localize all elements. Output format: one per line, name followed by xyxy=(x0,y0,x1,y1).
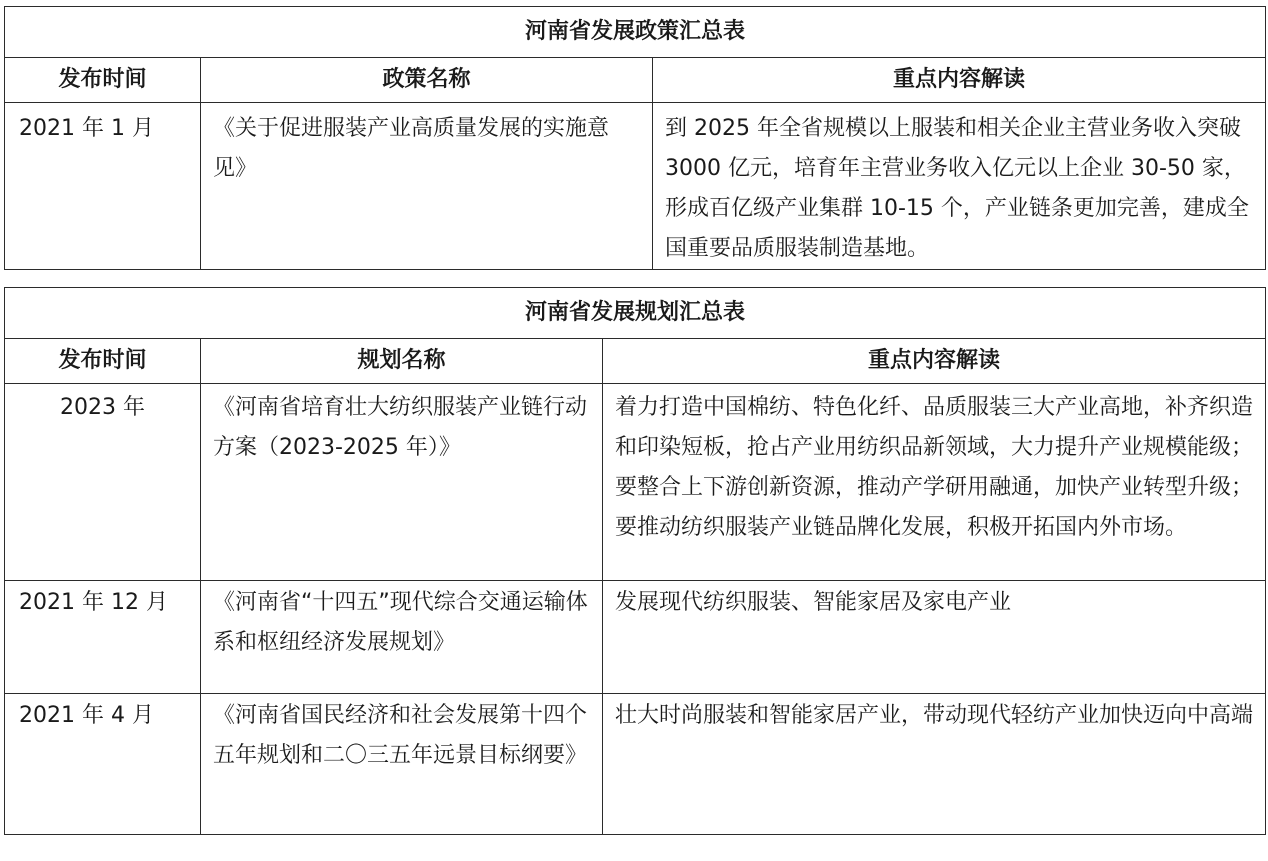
plan-table-title: 河南省发展规划汇总表 xyxy=(5,288,1266,339)
row-date: 2021 年 4 月 xyxy=(5,694,201,835)
row-content: 着力打造中国棉纺、特色化纤、品质服装三大产业高地，补齐织造和印染短板，抢占产业用纺织品新领域，大力提升产业规模能级；要整合上下游创新资源，推动产学研用融通，加快产业转型升级；要推动纺织服装产业链品牌化发展，积极开拓国内外市场。 xyxy=(603,384,1266,581)
plan-table xyxy=(4,287,1266,835)
row-date: 2021 年 12 月 xyxy=(5,581,201,694)
row-plan-name: 《河南省培育壮大纺织服装产业链行动方案（2023-2025 年）》 xyxy=(201,384,603,581)
table-row xyxy=(5,581,1266,694)
header-date: 发布时间 xyxy=(5,339,201,384)
table-row xyxy=(5,384,1266,581)
row-content: 发展现代纺织服装、智能家居及家电产业 xyxy=(603,581,1266,694)
row-content: 到 2025 年全省规模以上服装和相关企业主营业务收入突破 3000 亿元，培育年主营业务收入亿元以上企业 30-50 家，形成百亿级产业集群 10-15 个，产业链条更加完善，建成全国重要品质服装制造基地。 xyxy=(653,103,1266,270)
table-row xyxy=(5,103,1266,270)
policy-table xyxy=(4,6,1266,270)
policy-table-title: 河南省发展政策汇总表 xyxy=(5,7,1266,58)
row-date: 2023 年 xyxy=(5,384,201,581)
header-date: 发布时间 xyxy=(5,58,201,103)
table-row xyxy=(5,694,1266,835)
row-date: 2021 年 1 月 xyxy=(5,103,201,270)
row-content: 壮大时尚服装和智能家居产业，带动现代轻纺产业加快迈向中高端 xyxy=(603,694,1266,835)
row-plan-name: 《河南省“十四五”现代综合交通运输体系和枢纽经济发展规划》 xyxy=(201,581,603,694)
row-plan-name: 《河南省国民经济和社会发展第十四个五年规划和二〇三五年远景目标纲要》 xyxy=(201,694,603,835)
header-content: 重点内容解读 xyxy=(653,58,1266,103)
header-content: 重点内容解读 xyxy=(603,339,1266,384)
header-plan-name: 规划名称 xyxy=(201,339,603,384)
row-policy-name: 《关于促进服装产业高质量发展的实施意见》 xyxy=(201,103,653,270)
header-policy-name: 政策名称 xyxy=(201,58,653,103)
